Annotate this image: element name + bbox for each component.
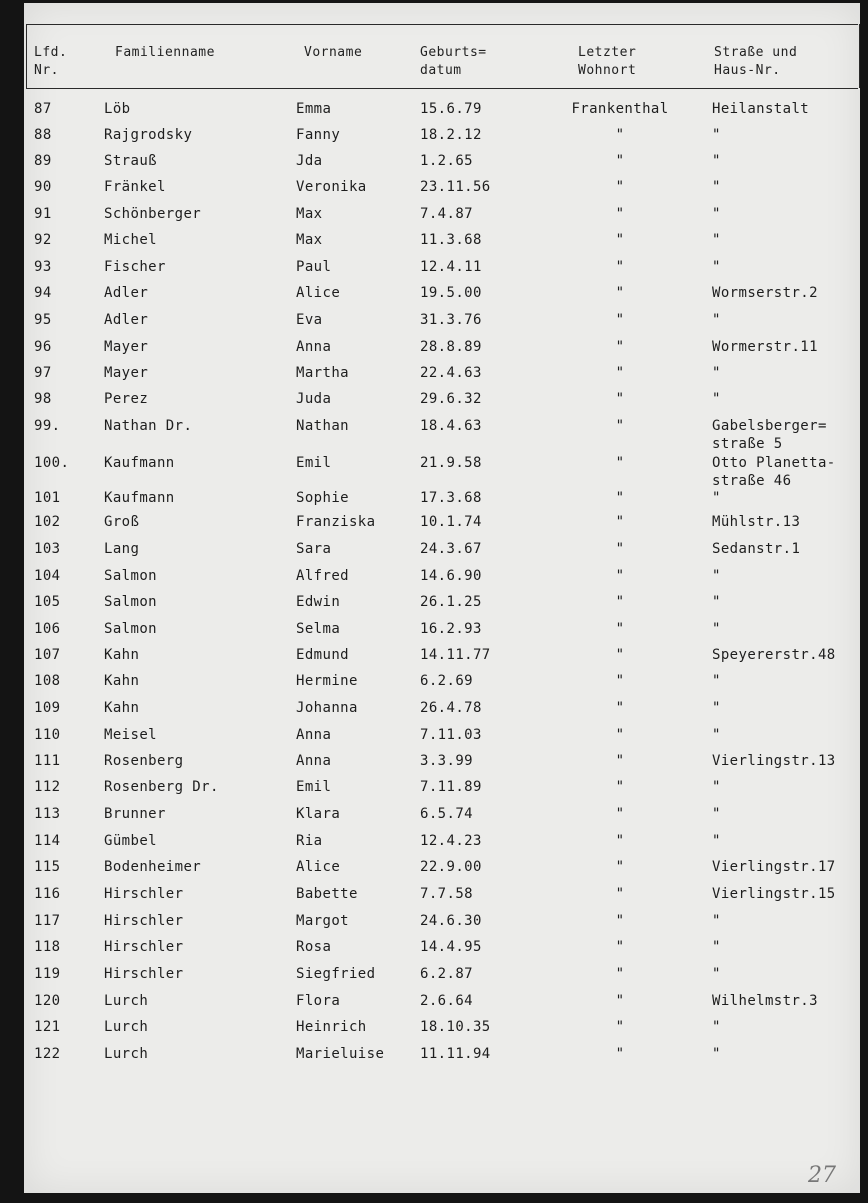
geburtsdatum-cell: 21.9.58 — [420, 455, 482, 471]
strasse-cell: Gabelsberger= — [712, 418, 827, 434]
familienname-cell: Michel — [104, 232, 157, 248]
vorname-cell: Margot — [296, 913, 349, 929]
geburtsdatum-cell: 18.10.35 — [420, 1019, 491, 1035]
familienname-cell: Brunner — [104, 806, 166, 822]
table-row — [0, 965, 868, 991]
strasse-cell: Otto Planetta- — [712, 455, 836, 471]
vorname-cell: Martha — [296, 365, 349, 381]
table-row — [0, 231, 868, 257]
row-number: 94 — [34, 285, 52, 301]
geburtsdatum-cell: 14.4.95 — [420, 939, 482, 955]
vorname-cell: Jda — [296, 153, 323, 169]
strasse-cell: " — [712, 1046, 721, 1062]
table-row — [0, 1018, 868, 1044]
wohnort-cell: " — [615, 913, 625, 929]
strasse-cell: " — [712, 779, 721, 795]
vorname-cell: Alice — [296, 859, 341, 875]
vorname-cell: Rosa — [296, 939, 332, 955]
geburtsdatum-cell: 28.8.89 — [420, 339, 482, 355]
column-divider — [26, 24, 27, 88]
vorname-cell: Sara — [296, 541, 332, 557]
row-number: 98 — [34, 391, 52, 407]
geburtsdatum-cell: 12.4.23 — [420, 833, 482, 849]
wohnort-cell: " — [615, 391, 625, 407]
familienname-cell: Schönberger — [104, 206, 202, 222]
strasse-cell: " — [712, 259, 721, 275]
vorname-cell: Flora — [296, 993, 341, 1009]
table-row — [0, 126, 868, 152]
geburtsdatum-cell: 3.3.99 — [420, 753, 473, 769]
strasse-cell: " — [712, 939, 721, 955]
strasse-cell: " — [712, 232, 721, 248]
familienname-cell: Fischer — [104, 259, 166, 275]
strasse-cell: Vierlingstr.17 — [712, 859, 836, 875]
familienname-cell: Fränkel — [104, 179, 166, 195]
vorname-cell: Eva — [296, 312, 323, 328]
table-row — [0, 364, 868, 390]
table-row — [0, 567, 868, 593]
strasse-cell: Vierlingstr.13 — [712, 753, 836, 769]
row-number: 99. — [34, 418, 61, 434]
row-number: 113 — [34, 806, 61, 822]
geburtsdatum-cell: 7.7.58 — [420, 886, 473, 902]
wohnort-cell: " — [615, 594, 625, 610]
strasse-cell: " — [712, 913, 721, 929]
strasse-cell: " — [712, 490, 721, 506]
row-number: 121 — [34, 1019, 61, 1035]
row-number: 101 — [34, 490, 61, 506]
row-number: 118 — [34, 939, 61, 955]
geburtsdatum-cell: 18.2.12 — [420, 127, 482, 143]
strasse-cell: " — [712, 966, 721, 982]
geburtsdatum-cell: 6.2.69 — [420, 673, 473, 689]
table-row — [0, 100, 868, 126]
wohnort-cell: " — [615, 418, 625, 434]
table-row — [0, 311, 868, 337]
row-number: 106 — [34, 621, 61, 637]
row-number: 115 — [34, 859, 61, 875]
row-number: 87 — [34, 101, 52, 117]
vorname-cell: Klara — [296, 806, 341, 822]
strasse-cell: " — [712, 391, 721, 407]
geburtsdatum-cell: 11.11.94 — [420, 1046, 491, 1062]
strasse-cell: " — [712, 206, 721, 222]
vorname-cell: Alice — [296, 285, 341, 301]
strasse-cell: Wormerstr.11 — [712, 339, 818, 355]
table-row — [0, 938, 868, 964]
geburtsdatum-cell: 17.3.68 — [420, 490, 482, 506]
wohnort-cell: " — [615, 779, 625, 795]
familienname-cell: Adler — [104, 312, 149, 328]
vorname-cell: Anna — [296, 753, 332, 769]
vorname-cell: Marieluise — [296, 1046, 385, 1062]
strasse-cell: " — [712, 806, 721, 822]
wohnort-cell: Frankenthal — [571, 101, 669, 117]
geburtsdatum-cell: 7.11.89 — [420, 779, 482, 795]
table-row — [0, 205, 868, 231]
wohnort-cell: " — [615, 514, 625, 530]
familienname-cell: Salmon — [104, 594, 157, 610]
familienname-cell: Lurch — [104, 1046, 149, 1062]
vorname-cell: Babette — [296, 886, 358, 902]
table-row — [0, 152, 868, 178]
wohnort-cell: " — [615, 568, 625, 584]
table-row — [0, 1045, 868, 1071]
table-row — [0, 454, 868, 489]
row-number: 88 — [34, 127, 52, 143]
familienname-cell: Lang — [104, 541, 140, 557]
vorname-cell: Siegfried — [296, 966, 376, 982]
strasse-cell: " — [712, 833, 721, 849]
wohnort-cell: " — [615, 647, 625, 663]
row-number: 122 — [34, 1046, 61, 1062]
wohnort-cell: " — [615, 339, 625, 355]
familienname-cell: Bodenheimer — [104, 859, 202, 875]
vorname-cell: Johanna — [296, 700, 358, 716]
wohnort-cell: " — [615, 541, 625, 557]
geburtsdatum-cell: 18.4.63 — [420, 418, 482, 434]
header-vorname: Vorname — [304, 45, 363, 60]
geburtsdatum-cell: 12.4.11 — [420, 259, 482, 275]
strasse-cell: Heilanstalt — [712, 101, 810, 117]
familienname-cell: Kahn — [104, 647, 140, 663]
table-row — [0, 805, 868, 831]
row-number: 100. — [34, 455, 70, 471]
familienname-cell: Hirschler — [104, 913, 184, 929]
geburtsdatum-cell: 31.3.76 — [420, 312, 482, 328]
strasse-cell: " — [712, 1019, 721, 1035]
table-row — [0, 417, 868, 452]
row-number: 111 — [34, 753, 61, 769]
vorname-cell: Anna — [296, 727, 332, 743]
table-row — [0, 540, 868, 566]
strasse-cell: Sedanstr.1 — [712, 541, 801, 557]
header-geburtsdatum: Geburts= datum — [420, 45, 487, 78]
wohnort-cell: " — [615, 621, 625, 637]
familienname-cell: Mayer — [104, 339, 149, 355]
wohnort-cell: " — [615, 259, 625, 275]
row-number: 95 — [34, 312, 52, 328]
wohnort-cell: " — [615, 312, 625, 328]
geburtsdatum-cell: 10.1.74 — [420, 514, 482, 530]
vorname-cell: Emil — [296, 455, 332, 471]
row-number: 109 — [34, 700, 61, 716]
vorname-cell: Veronika — [296, 179, 367, 195]
familienname-cell: Kaufmann — [104, 455, 175, 471]
geburtsdatum-cell: 19.5.00 — [420, 285, 482, 301]
geburtsdatum-cell: 11.3.68 — [420, 232, 482, 248]
geburtsdatum-cell: 15.6.79 — [420, 101, 482, 117]
table-row — [0, 390, 868, 416]
table-row — [0, 858, 868, 884]
vorname-cell: Alfred — [296, 568, 349, 584]
row-number: 116 — [34, 886, 61, 902]
familienname-cell: Rosenberg — [104, 753, 184, 769]
wohnort-cell: " — [615, 993, 625, 1009]
row-number: 112 — [34, 779, 61, 795]
row-number: 92 — [34, 232, 52, 248]
geburtsdatum-cell: 24.6.30 — [420, 913, 482, 929]
familienname-cell: Löb — [104, 101, 131, 117]
wohnort-cell: " — [615, 206, 625, 222]
familienname-cell: Adler — [104, 285, 149, 301]
row-number: 104 — [34, 568, 61, 584]
table-row — [0, 489, 868, 515]
geburtsdatum-cell: 2.6.64 — [420, 993, 473, 1009]
geburtsdatum-cell: 6.5.74 — [420, 806, 473, 822]
strasse-cell: " — [712, 127, 721, 143]
geburtsdatum-cell: 7.11.03 — [420, 727, 482, 743]
wohnort-cell: " — [615, 127, 625, 143]
strasse-cell: " — [712, 727, 721, 743]
row-number: 90 — [34, 179, 52, 195]
header-nr: Lfd. Nr. — [34, 45, 68, 78]
table-row — [0, 726, 868, 752]
familienname-cell: Kahn — [104, 673, 140, 689]
vorname-cell: Paul — [296, 259, 332, 275]
strasse-continuation-cell: straße 46 — [712, 473, 792, 489]
header-familienname: Familienname — [115, 45, 215, 60]
familienname-cell: Gümbel — [104, 833, 157, 849]
vorname-cell: Juda — [296, 391, 332, 407]
vorname-cell: Selma — [296, 621, 341, 637]
strasse-cell: Mühlstr.13 — [712, 514, 801, 530]
strasse-cell: " — [712, 621, 721, 637]
row-number: 93 — [34, 259, 52, 275]
wohnort-cell: " — [615, 806, 625, 822]
strasse-continuation-cell: straße 5 — [712, 436, 783, 452]
page-number: 27 — [808, 1163, 836, 1188]
table-row — [0, 672, 868, 698]
wohnort-cell: " — [615, 285, 625, 301]
vorname-cell: Edwin — [296, 594, 341, 610]
vorname-cell: Max — [296, 232, 323, 248]
geburtsdatum-cell: 22.9.00 — [420, 859, 482, 875]
strasse-cell: " — [712, 700, 721, 716]
geburtsdatum-cell: 1.2.65 — [420, 153, 473, 169]
wohnort-cell: " — [615, 1019, 625, 1035]
familienname-cell: Rosenberg Dr. — [104, 779, 219, 795]
row-number: 102 — [34, 514, 61, 530]
row-number: 120 — [34, 993, 61, 1009]
row-number: 107 — [34, 647, 61, 663]
familienname-cell: Lurch — [104, 993, 149, 1009]
geburtsdatum-cell: 29.6.32 — [420, 391, 482, 407]
strasse-cell: Vierlingstr.15 — [712, 886, 836, 902]
wohnort-cell: " — [615, 455, 625, 471]
vorname-cell: Hermine — [296, 673, 358, 689]
vorname-cell: Ria — [296, 833, 323, 849]
vorname-cell: Emma — [296, 101, 332, 117]
familienname-cell: Kaufmann — [104, 490, 175, 506]
familienname-cell: Perez — [104, 391, 149, 407]
familienname-cell: Meisel — [104, 727, 157, 743]
wohnort-cell: " — [615, 859, 625, 875]
geburtsdatum-cell: 26.4.78 — [420, 700, 482, 716]
table-row — [0, 912, 868, 938]
vorname-cell: Edmund — [296, 647, 349, 663]
wohnort-cell: " — [615, 833, 625, 849]
table-row — [0, 258, 868, 284]
familienname-cell: Nathan Dr. — [104, 418, 193, 434]
table-row — [0, 646, 868, 672]
geburtsdatum-cell: 6.2.87 — [420, 966, 473, 982]
column-divider — [859, 24, 860, 88]
table-row — [0, 778, 868, 804]
table-row — [0, 593, 868, 619]
table-row — [0, 620, 868, 646]
geburtsdatum-cell: 14.6.90 — [420, 568, 482, 584]
familienname-cell: Kahn — [104, 700, 140, 716]
table-row — [0, 284, 868, 310]
table-row — [0, 178, 868, 204]
strasse-cell: Wormserstr.2 — [712, 285, 818, 301]
geburtsdatum-cell: 23.11.56 — [420, 179, 491, 195]
header-wohnort: Letzter Wohnort — [578, 45, 637, 78]
strasse-cell: Wilhelmstr.3 — [712, 993, 818, 1009]
strasse-cell: " — [712, 594, 721, 610]
row-number: 91 — [34, 206, 52, 222]
row-number: 119 — [34, 966, 61, 982]
wohnort-cell: " — [615, 232, 625, 248]
wohnort-cell: " — [615, 365, 625, 381]
familienname-cell: Strauß — [104, 153, 157, 169]
wohnort-cell: " — [615, 673, 625, 689]
familienname-cell: Salmon — [104, 621, 157, 637]
header-divider — [26, 88, 858, 89]
geburtsdatum-cell: 7.4.87 — [420, 206, 473, 222]
strasse-cell: " — [712, 153, 721, 169]
strasse-cell: " — [712, 673, 721, 689]
strasse-cell: " — [712, 179, 721, 195]
familienname-cell: Mayer — [104, 365, 149, 381]
geburtsdatum-cell: 22.4.63 — [420, 365, 482, 381]
strasse-cell: " — [712, 312, 721, 328]
vorname-cell: Emil — [296, 779, 332, 795]
familienname-cell: Salmon — [104, 568, 157, 584]
familienname-cell: Hirschler — [104, 966, 184, 982]
row-number: 114 — [34, 833, 61, 849]
wohnort-cell: " — [615, 966, 625, 982]
familienname-cell: Lurch — [104, 1019, 149, 1035]
row-number: 96 — [34, 339, 52, 355]
vorname-cell: Fanny — [296, 127, 341, 143]
table-row — [0, 338, 868, 364]
geburtsdatum-cell: 14.11.77 — [420, 647, 491, 663]
geburtsdatum-cell: 24.3.67 — [420, 541, 482, 557]
strasse-cell: " — [712, 568, 721, 584]
strasse-cell: " — [712, 365, 721, 381]
wohnort-cell: " — [615, 1046, 625, 1062]
row-number: 97 — [34, 365, 52, 381]
row-number: 103 — [34, 541, 61, 557]
vorname-cell: Max — [296, 206, 323, 222]
vorname-cell: Heinrich — [296, 1019, 367, 1035]
row-number: 108 — [34, 673, 61, 689]
vorname-cell: Nathan — [296, 418, 349, 434]
row-number: 89 — [34, 153, 52, 169]
table-row — [0, 699, 868, 725]
table-row — [0, 832, 868, 858]
familienname-cell: Hirschler — [104, 939, 184, 955]
row-number: 110 — [34, 727, 61, 743]
wohnort-cell: " — [615, 939, 625, 955]
table-row — [0, 885, 868, 911]
vorname-cell: Franziska — [296, 514, 376, 530]
wohnort-cell: " — [615, 886, 625, 902]
vorname-cell: Sophie — [296, 490, 349, 506]
familienname-cell: Groß — [104, 514, 140, 530]
row-number: 105 — [34, 594, 61, 610]
wohnort-cell: " — [615, 179, 625, 195]
table-row — [0, 513, 868, 539]
table-row — [0, 752, 868, 778]
header-strasse: Straße und Haus-Nr. — [714, 45, 798, 78]
strasse-cell: Speyererstr.48 — [712, 647, 836, 663]
geburtsdatum-cell: 16.2.93 — [420, 621, 482, 637]
wohnort-cell: " — [615, 153, 625, 169]
wohnort-cell: " — [615, 490, 625, 506]
familienname-cell: Rajgrodsky — [104, 127, 193, 143]
wohnort-cell: " — [615, 727, 625, 743]
wohnort-cell: " — [615, 700, 625, 716]
vorname-cell: Anna — [296, 339, 332, 355]
geburtsdatum-cell: 26.1.25 — [420, 594, 482, 610]
table-row — [0, 992, 868, 1018]
familienname-cell: Hirschler — [104, 886, 184, 902]
row-number: 117 — [34, 913, 61, 929]
wohnort-cell: " — [615, 753, 625, 769]
